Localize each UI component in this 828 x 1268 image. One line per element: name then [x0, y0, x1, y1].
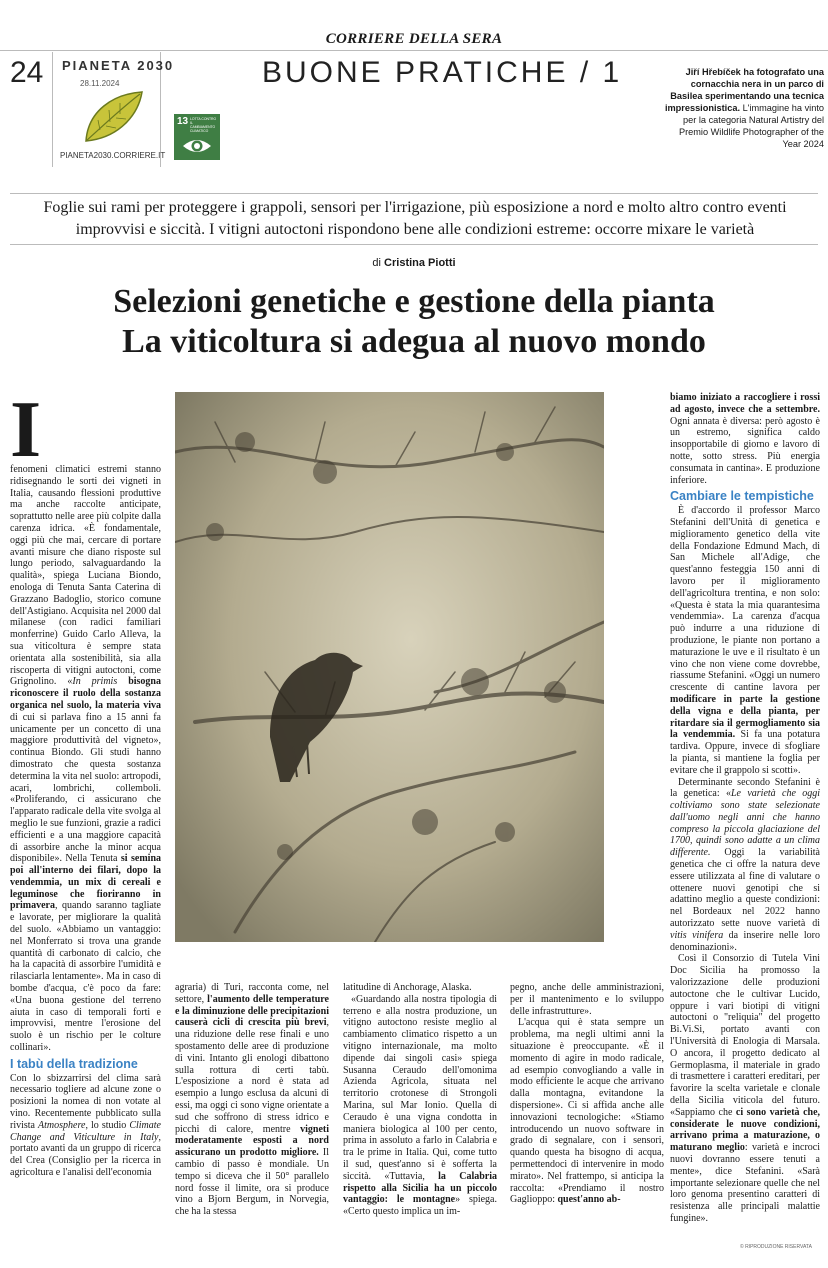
summary: Foglie sui rami per proteggere i grappoli, sensori per l'irrigazione, più esposizione a nord e molto altro contro eventi improvvisi e siccità. I vitigni autoctoni rispondono bene alle condizioni estreme: occorre mixare le varietà: [43, 199, 787, 238]
text: vigneti moderatamente esposti a nord assicurano un prodotto migliore.: [175, 1123, 329, 1159]
paragraph: [670, 953, 820, 1224]
dropcap: I: [10, 392, 42, 474]
text: In primis: [72, 676, 118, 688]
text: «Guardando alla nostra tipologia di terreno e alla nostra produzione, un vitigno autoctono resiste meglio al cambiamento climatico rispetto a un vitigno internazionale, ma molto dipende dai singoli casi» spiega Susanna Ceraudo dell'omonima Azienda Agricola, situata nel territorio crotonese di Strongoli Marina, sul Mar Ionio. Quella di Ceraudo è una vigna condotta in maniera biologica al 100 per cento, prima in assoluto a farlo in Calabria e tra le prime in Italia. Qui, come tutto il sud, quest'anno si è sofferta la siccità. «Tuttavia,: [343, 993, 497, 1182]
text: Con lo sbizzarrirsi del clima sarà necessario togliere ad alcune zone o posizioni la nomea di non votate al vino. Recentemente pubblicato sulla rivista: [10, 1072, 161, 1131]
text: , una riduzione delle rese finali e uno spostamento delle aree di produzione di vini. Intanto gli enologi dibattono sulla rottura di certi tabù. L'esposizione a nord è stata ad esempio a lungo esclusa da alcuni di essi, ma oggi ci sono vigne orientate a sud che soffrono di stress idrico e picchi di calore, mentre: [175, 1017, 329, 1135]
text: Le varietà che oggi coltiviamo sono state selezionate dall'uomo negli anni che hanno compreso la piccola glaciazione del 1700, quindi sono adatte a un clima differente.: [670, 788, 820, 859]
supplement-date: 28.11.2024: [80, 79, 120, 88]
page-number: 24: [10, 56, 44, 89]
summary-rule-bottom: [10, 244, 818, 245]
text: Atmosphere: [38, 1119, 86, 1131]
text: l'aumento delle temperature e la diminuzione delle precipitazioni causerà cicli di crescita più brevi: [175, 993, 329, 1029]
sdg-badge: [174, 114, 220, 160]
article-column-5: [670, 392, 820, 1242]
photo-caption: [660, 66, 824, 150]
text: bisogna riconoscere il ruolo della sostanza organica nel suolo, la materia viva: [10, 676, 161, 711]
headline-line1: Selezioni genetiche e gestione della pianta: [113, 283, 715, 320]
subhead-tabu: I tabù della tradizione: [10, 1056, 138, 1071]
text: Oggi la variabilità genetica che ci offre la natura deve essere utilizzata al fine di valutare o ottenere nuovi genotipi che si adattino meglio a queste condizioni: nel Bordeaux nel 2022 hanno autorizzato sette nuove varietà di: [670, 847, 820, 930]
text: » spiega. «Certo questo implica un im-: [343, 1194, 497, 1218]
text: agraria) di Turi, racconta come, nel settore,: [175, 982, 329, 1005]
text: Ogni annata è diversa: però agosto è un estremo, significa caldo insopportabile di giorno e lavoro di notte, sotto stress. Più energia consumata in cantina». E produzione inferiore.: [670, 415, 820, 486]
text: biamo iniziato a raccogliere i rossi ad agosto, invece che a settembre.: [670, 392, 820, 415]
paragraph: [10, 1073, 161, 1179]
paragraph: [670, 505, 820, 776]
byline-author: Cristina Piotti: [384, 257, 456, 269]
paragraph: [10, 464, 161, 1054]
supplement-url: PIANETA2030.CORRIERE.IT: [60, 151, 166, 160]
text: , lo studio: [85, 1119, 130, 1131]
sdg-number: 13: [177, 116, 189, 127]
text: : varietà e incroci nuovi dovranno essere tenuti a mente», dice Stefanini. «Sarà importante selezionare quelle che nel loro genoma presentino caratteri di resistenza alle principali malattie fungine».: [670, 1142, 820, 1224]
text: ci sono varietà che, considerate le nuove condizioni, arrivano prima a maturazione, o maturano meglio: [670, 1106, 820, 1154]
leaf-logo-icon: [78, 86, 148, 148]
article-column-4: [510, 982, 664, 1206]
paragraph: [670, 392, 820, 486]
text: È d'accordo il professor Marco Stefanini dell'Unità di genetica e miglioramento genetico della vite della Fondazione Edmund Mach, di San Michele all'Adige, che quest'anno festeggia 150 anni di lavoro per il miglioramento dell'agricoltura trentina, e non solo: «Questa è stata la mia quarantesima vendemmia». La carenza d'acqua può indurre a una riduzione di produzione, le piante non portano a maturazione le uve e il risultato è un vino che non viene come dovrebbe, riassume Stefanini. «Oggi un numero crescente di cantine lavora per: [670, 505, 820, 694]
text: vitis vinifera: [670, 929, 724, 941]
text: L'acqua qui è stata sempre un problema, ma negli ultimi anni la situazione è preoccupante. «È il momento di agire in modo radicale, ad esempio convogliando a valle in modo efficiente le acque che arrivano dalla montagna, evitandone la dispersione». Ci si affida anche alle innovazioni tecnologiche: «Stiamo introducendo un nuovo software in grado di segnalare, con i sensori, quando questa ha bisogno di acqua, permettendoci di intervenire in modo mirato». Nel frattempo, si anticipa la raccolta: «Prendiamo il nostro Gaglioppo:: [510, 1017, 664, 1206]
divider: [52, 52, 53, 167]
headline-line2: La viticoltura si adegua al nuovo mondo: [122, 323, 706, 360]
copyright: © RIPRODUZIONE RISERVATA: [740, 1244, 812, 1250]
crow-photo: [175, 392, 604, 942]
text: , portato avanti da un gruppo di ricerca del Crea (Consiglio per la ricerca in agricoltura e l'analisi dell'economia: [10, 1131, 161, 1179]
text: fenomeni climatici estremi stanno ridisegnando le sorti dei vigneti in Italia, causando flessioni produttive ma anche raccolte anticipate, soprattutto nelle aree più colpite dalla carenza idrica. «È fondamentale, oggi più che mai, cercare di portare avanti misure che diano risposte sul lungo periodo, salvaguardando la qualità», spiega Luciana Biondo, enologa di Tenuta Santa Caterina di Grazzano Badoglio, storico comune dell'Astigiano. Acquisita nel 2000 dal milanese (con radici familiari monferrine) Guido Carlo Alleva, la sua viticoltura è sempre stata orientata alla sostenibilità, sia alla riscoperta di vitigni autoctoni, come Grignolino. «: [10, 464, 161, 688]
caption-regular: L'immagine ha vinto per la categoria Natural Artistry del Premio Wildlife Photographer of the Year 2024: [678, 103, 824, 149]
paragraph: [510, 1017, 664, 1206]
text: quest'anno ab-: [557, 1194, 621, 1206]
caption-bold: Jiří Hřebíček ha fotografato una cornacchia nera in un parco di Basilea sperimentando una tecnica impressionistica.: [664, 67, 824, 113]
text: , quando saranno tagliate e lavorate, per migliorare la qualità del suolo. «Abbiamo un vantaggio: nel Monferrato si trova una grande quantità di carbonato di calcio, che ha la capacità di assorbire l'umidità e rilasciarla lentamente». Ma in caso di bombe d'acqua, c'è poco da fare: «Una buona gestione del terreno aiuta in caso di temporali forti e improvvisi, mentre l'erosione del suolo è un rischio per le colture collinari».: [10, 900, 161, 1054]
article-column-2: [175, 982, 329, 1218]
masthead: CORRIERE DELLA SERA: [325, 31, 503, 47]
paragraph: [175, 982, 329, 1218]
byline: [0, 257, 828, 269]
header-rule: [0, 50, 828, 51]
text: Climate Change and Viticulture in Italy: [10, 1119, 161, 1143]
text: la Calabria rispetto alla Sicilia ha un piccolo vantaggio: le montagne: [343, 1170, 498, 1206]
subhead-tempistiche: Cambiare le tempistiche: [670, 489, 814, 504]
paragraph: pegno, anche delle amministrazioni, per il mantenimento e lo sviluppo delle infrastrutture».: [510, 982, 664, 1017]
sdg-text: LOTTA CONTRO IL CAMBIAMENTO CLIMATICO: [190, 117, 217, 133]
text: modificare in parte la gestione della vigna e della pianta, per ritardare sia il germogliamento sia la vendemmia.: [670, 693, 820, 741]
article-column-1: [10, 392, 161, 1242]
text: Si fa una potatura tardiva. Oppure, invece di sfogliare la pianta, si mantiene la foglia per evitare che il grappolo si scotti».: [670, 729, 820, 776]
byline-prefix: di: [372, 257, 381, 269]
paragraph: [670, 777, 820, 954]
text: di cui si parlava fino a 15 anni fa unicamente per un concetto di una maggiore produttività del vigneto», continua Biondo. Gli studi hanno dimostrato che questa sostanza determina la vita nel suolo: artropodi, acari, lombrichi, collemboli. «Proliferando, ci assicurano che l'apparato radicale della vite svolga al meglio le sue funzioni, grazie a radici efficienti e a una maggiore capacità di assorbire anche la minor acqua disponibile». Nella Tenuta: [10, 711, 161, 865]
text: Determinante secondo Stefanini è la genetica: «: [670, 776, 820, 800]
eye-globe-icon: [181, 136, 213, 161]
text: Così il Consorzio di Tutela Vini Doc Sicilia ha promosso la valorizzazione delle produzioni autoctone che le cultivar Lucido, oppure i vari biotipi di vitigni autoctoni o "reliquia" del progetto Bi.Vi.Si, portato avanti con l'Università di Enologia di Marsala. O ancora, il progetto dedicato al Germoplasma, il materiale in grado di trasmettere i caratteri ereditari, per favorire la scelta varietale e clonale della Sicilia viticola del futuro. «Sappiamo che: [670, 953, 820, 1118]
summary-rule-top: [10, 193, 818, 194]
text: Il cambio di passo è mondiale. Un tempo si diceva che il 50° parallelo nord fosse il limite, ora si produce vino a Bjorn Bergum, in Norvegia, che ha la stessa: [175, 1147, 329, 1218]
paragraph: latitudine di Anchorage, Alaska.: [343, 982, 472, 993]
section-title: BUONE PRATICHE / 1: [262, 56, 623, 89]
paragraph: [343, 994, 497, 1218]
headline: [0, 282, 828, 362]
text: da inserire nelle loro denominazioni».: [670, 929, 820, 953]
article-column-3: [343, 982, 497, 1218]
text: si semina poi all'interno dei filari, dopo la vendemmia, un mix di cereali e leguminose che fioriranno in primavera: [10, 853, 161, 912]
supplement-name: PIANETA 2030: [62, 58, 175, 73]
